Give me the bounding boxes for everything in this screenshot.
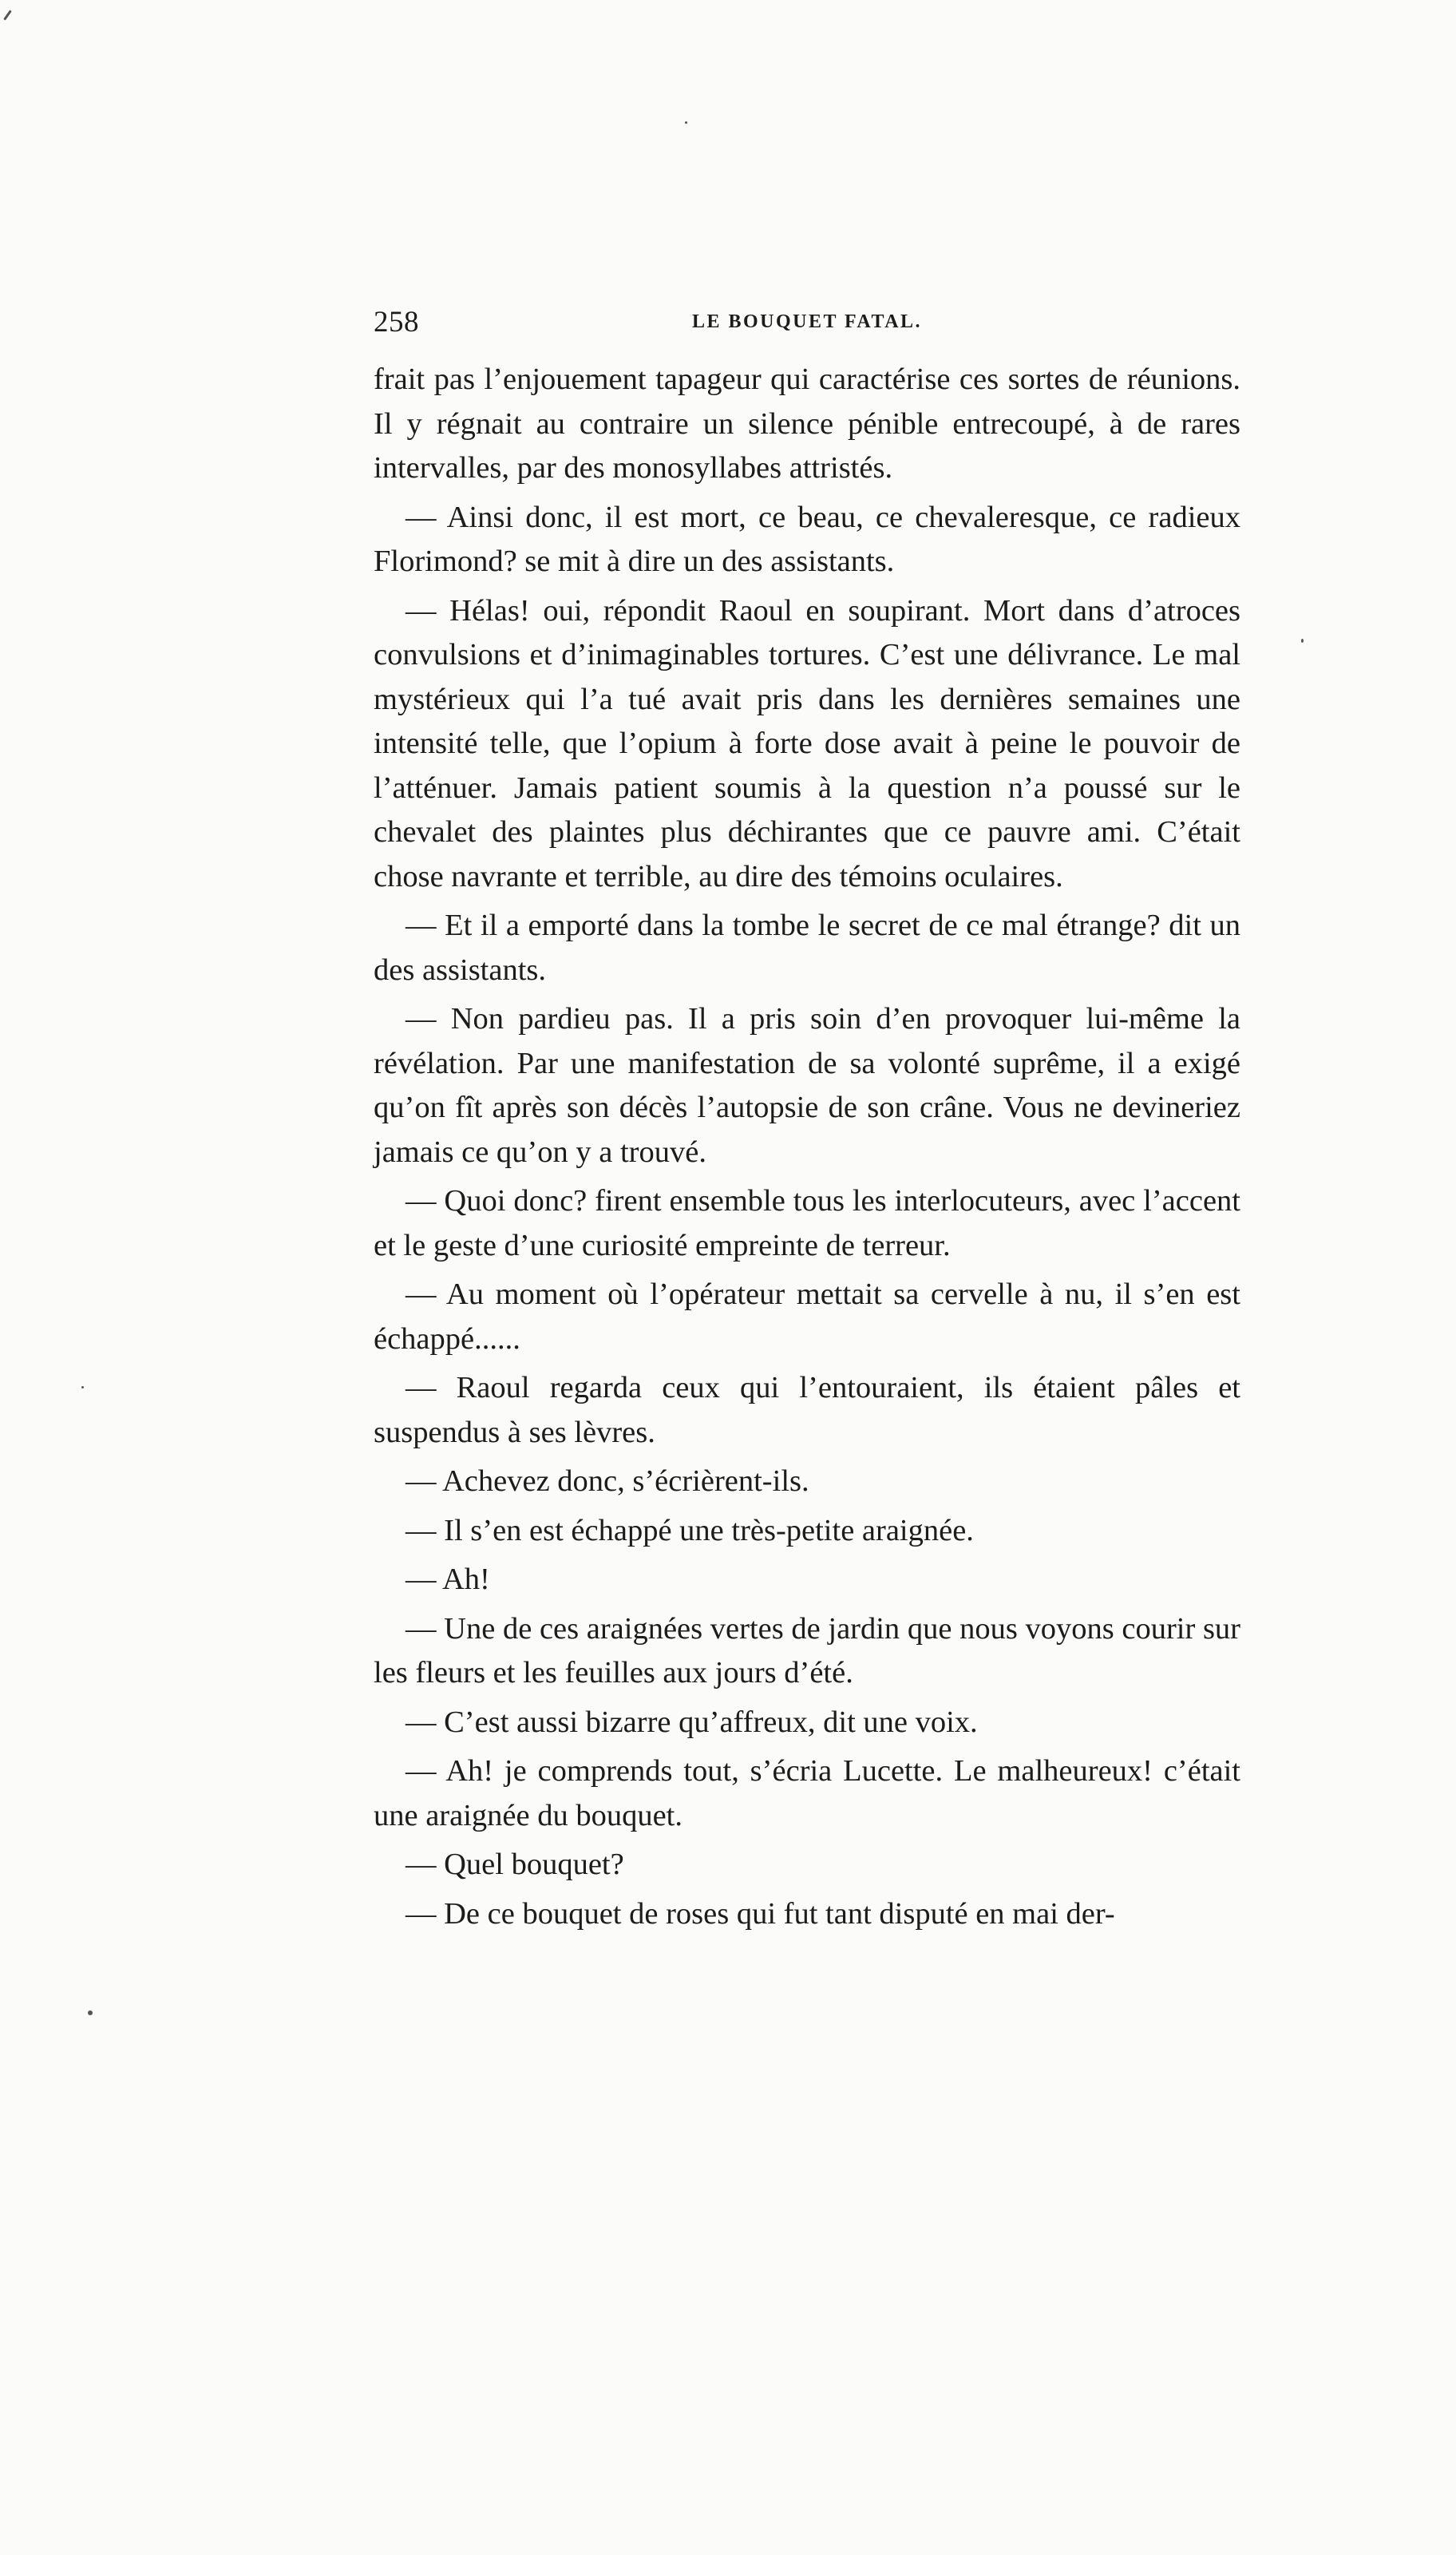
paragraph: — Au moment où l’opérateur mettait sa cervelle à nu, il s’en est échappé...... — [374, 1278, 1240, 1356]
paragraph: — Achevez donc, s’écrièrent-ils. — [406, 1464, 809, 1498]
paragraph: — Il s’en est échappé une très-petite araignée. — [406, 1513, 974, 1547]
paragraph: — Raoul regarda ceux qui l’entouraient, ils étaient pâles et suspendus à ses lèvres. — [374, 1371, 1240, 1449]
paragraph: — Quel bouquet? — [406, 1848, 624, 1881]
paragraph: — C’est aussi bizarre qu’affreux, dit une voix. — [406, 1705, 978, 1739]
paragraph: — Hélas! oui, répondit Raoul en soupirant. Mort dans d’atroces convulsions et d’inimaginables tortures. C’est une délivrance. Le mal mystérieux qui l’a tué avait pris dans les dernières semaines une intensité telle, que l’opium à forte dose avait à peine le pouvoir de l’atténuer. Jamais patient soumis à la question n’a poussé sur le chevalet des plaintes plus déchirantes que ce pauvre ami. C’était chose navrante et terrible, au dire des témoins oculaires. — [374, 593, 1240, 893]
paragraph: — Non pardieu pas. Il a pris soin d’en provoquer lui-même la révélation. Par une manifestation de sa volonté suprême, il a exigé qu’on fît après son décès l’autopsie de son crâne. Vous ne devineriez jamais ce qu’on y a trouvé. — [374, 1002, 1240, 1169]
paragraph: — Et il a emporté dans la tombe le secret de ce mal étrange? dit un des assistants. — [374, 909, 1240, 987]
page-header — [374, 305, 1240, 353]
scan-speck — [81, 1386, 84, 1388]
scan-speck — [3, 10, 11, 20]
scan-speck — [1301, 639, 1304, 643]
paragraph: — Ah! — [406, 1563, 490, 1596]
running-title: LE BOUQUET FATAL. — [691, 311, 923, 332]
scan-speck — [685, 121, 687, 124]
body-text — [374, 358, 1240, 1941]
paragraph: — Quoi donc? firent ensemble tous les interlocuteurs, avec l’accent et le geste d’une curiosité empreinte de terreur. — [374, 1184, 1240, 1262]
paragraph: — Une de ces araignées vertes de jardin que nous voyons courir sur les fleurs et les feuilles aux jours d’été. — [374, 1611, 1240, 1689]
paragraph: — De ce bouquet de roses qui fut tant disputé en mai der- — [406, 1896, 1115, 1931]
paragraph: — Ainsi donc, il est mort, ce beau, ce chevaleresque, ce radieux Florimond? se mit à dire un des assistants. — [374, 500, 1240, 578]
page-number: 258 — [374, 306, 419, 339]
paragraph: frait pas l’enjouement tapageur qui caractérise ces sortes de réunions. Il y régnait au contraire un silence pénible entrecoupé, à de rares intervalles, par des monosyllabes attristés. — [374, 362, 1240, 485]
paragraph: — Ah! je comprends tout, s’écria Lucette. Le malheureux! c’était une araignée du bouquet. — [374, 1754, 1240, 1832]
scan-speck — [88, 2010, 93, 2015]
